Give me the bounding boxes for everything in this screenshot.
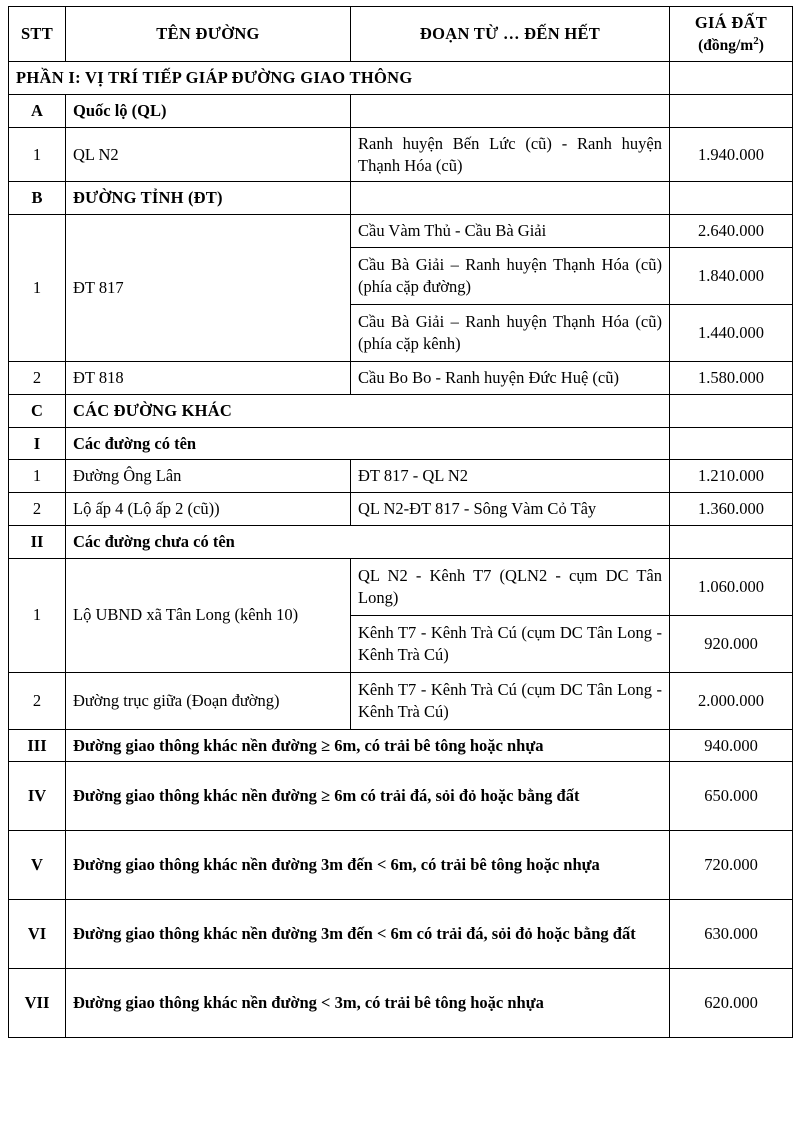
- table-row: [9, 900, 793, 969]
- column-header-segment: ĐOẠN TỪ … ĐẾN HẾT: [351, 7, 670, 62]
- row-duong-truc-giua-price: 2.000.000: [670, 672, 793, 729]
- row-ql-n2-segment: Ranh huyện Bến Lức (cũ) - Ranh huyện Thạnh Hóa (cũ): [351, 127, 670, 182]
- row-ong-lan-name: Đường Ông Lân: [66, 460, 351, 493]
- column-header-street-name: TÊN ĐƯỜNG: [66, 7, 351, 62]
- table-body: [9, 62, 793, 1038]
- row-duong-truc-giua-name: Đường trục giữa (Đoạn đường): [66, 672, 351, 729]
- row-vi-label: Đường giao thông khác nền đường 3m đến < 6m có trải đá, sỏi đỏ hoặc bằng đất: [66, 900, 670, 969]
- row-dt817-price-2: 1.840.000: [670, 247, 793, 304]
- row-lo-ap-4-name: Lộ ấp 4 (Lộ ấp 2 (cũ)): [66, 493, 351, 526]
- section-c-label: CÁC ĐƯỜNG KHÁC: [66, 394, 670, 427]
- row-iv-label: Đường giao thông khác nền đường ≥ 6m có trải đá, sỏi đỏ hoặc bằng đất: [66, 762, 670, 831]
- row-dt818-price: 1.580.000: [670, 361, 793, 394]
- section-c-i-price-blank: [670, 427, 793, 460]
- row-lo-ubnd-price-1: 1.060.000: [670, 558, 793, 615]
- row-dt817-index: 1: [9, 215, 66, 362]
- row-duong-truc-giua-segment: Kênh T7 - Kênh Trà Cú (cụm DC Tân Long - Kênh Trà Cú): [351, 672, 670, 729]
- row-lo-ubnd-segment-1: QL N2 - Kênh T7 (QLN2 - cụm DC Tân Long): [351, 558, 670, 615]
- section-b-index: B: [9, 182, 66, 215]
- section-b-label: ĐƯỜNG TỈNH (ĐT): [66, 182, 351, 215]
- row-lo-ubnd-price-2: 920.000: [670, 615, 793, 672]
- section-b-segment-blank: [351, 182, 670, 215]
- row-dt818-index: 2: [9, 361, 66, 394]
- section-row-c-i: [9, 427, 793, 460]
- row-vii-index: VII: [9, 969, 66, 1038]
- section-row-b: [9, 182, 793, 215]
- row-iv-price: 650.000: [670, 762, 793, 831]
- column-header-price-main: GIÁ ĐẤT: [694, 13, 768, 32]
- row-ong-lan-segment: ĐT 817 - QL N2: [351, 460, 670, 493]
- row-lo-ubnd-segment-2: Kênh T7 - Kênh Trà Cú (cụm DC Tân Long - Kênh Trà Cú): [351, 615, 670, 672]
- section-row-a: [9, 95, 793, 128]
- row-dt818-segment: Cầu Bo Bo - Ranh huyện Đức Huệ (cũ): [351, 361, 670, 394]
- row-dt817-name: ĐT 817: [66, 215, 351, 362]
- row-ql-n2-index: 1: [9, 127, 66, 182]
- table-row: [9, 672, 793, 729]
- row-ql-n2-name: QL N2: [66, 127, 351, 182]
- table-row: [9, 215, 793, 248]
- row-ql-n2-price: 1.940.000: [670, 127, 793, 182]
- row-vi-price: 630.000: [670, 900, 793, 969]
- row-lo-ubnd-name: Lộ UBND xã Tân Long (kênh 10): [66, 558, 351, 672]
- land-price-table: [8, 6, 793, 1038]
- row-lo-ap-4-index: 2: [9, 493, 66, 526]
- part-title: PHẦN I: VỊ TRÍ TIẾP GIÁP ĐƯỜNG GIAO THÔNG: [9, 62, 670, 95]
- row-ong-lan-index: 1: [9, 460, 66, 493]
- table-row: [9, 361, 793, 394]
- section-row-c-ii: [9, 525, 793, 558]
- section-c-i-index: I: [9, 427, 66, 460]
- row-vii-price: 620.000: [670, 969, 793, 1038]
- table-row: [9, 460, 793, 493]
- table-header: [9, 7, 793, 62]
- section-c-index: C: [9, 394, 66, 427]
- row-iii-label: Đường giao thông khác nền đường ≥ 6m, có trải bê tông hoặc nhựa: [66, 729, 670, 762]
- row-dt817-segment-3: Cầu Bà Giải – Ranh huyện Thạnh Hóa (cũ) (phía cặp kênh): [351, 304, 670, 361]
- row-dt817-price-3: 1.440.000: [670, 304, 793, 361]
- column-header-stt: STT: [9, 7, 66, 62]
- row-v-price: 720.000: [670, 831, 793, 900]
- row-vii-label: Đường giao thông khác nền đường < 3m, có trải bê tông hoặc nhựa: [66, 969, 670, 1038]
- row-lo-ubnd-index: 1: [9, 558, 66, 672]
- row-iii-price: 940.000: [670, 729, 793, 762]
- table-row: [9, 969, 793, 1038]
- section-a-segment-blank: [351, 95, 670, 128]
- row-dt818-name: ĐT 818: [66, 361, 351, 394]
- table-row: [9, 762, 793, 831]
- section-a-label: Quốc lộ (QL): [66, 95, 351, 128]
- row-iv-index: IV: [9, 762, 66, 831]
- section-b-price-blank: [670, 182, 793, 215]
- row-dt817-price-1: 2.640.000: [670, 215, 793, 248]
- section-c-i-label: Các đường có tên: [66, 427, 670, 460]
- section-c-price-blank: [670, 394, 793, 427]
- row-dt817-segment-2: Cầu Bà Giải – Ranh huyện Thạnh Hóa (cũ) (phía cặp đường): [351, 247, 670, 304]
- table-row: [9, 729, 793, 762]
- section-a-index: A: [9, 95, 66, 128]
- row-dt817-segment-1: Cầu Vàm Thủ - Cầu Bà Giải: [351, 215, 670, 248]
- row-lo-ap-4-segment: QL N2-ĐT 817 - Sông Vàm Cỏ Tây: [351, 493, 670, 526]
- row-duong-truc-giua-index: 2: [9, 672, 66, 729]
- row-v-label: Đường giao thông khác nền đường 3m đến < 6m, có trải bê tông hoặc nhựa: [66, 831, 670, 900]
- row-v-index: V: [9, 831, 66, 900]
- table-row: [9, 127, 793, 182]
- part-title-row: [9, 62, 793, 95]
- section-row-c: [9, 394, 793, 427]
- table-row: [9, 493, 793, 526]
- column-header-price: [670, 7, 793, 62]
- section-a-price-blank: [670, 95, 793, 128]
- row-lo-ap-4-price: 1.360.000: [670, 493, 793, 526]
- column-header-price-unit: $(đồng/m^2)$: [698, 34, 764, 54]
- section-c-ii-index: II: [9, 525, 66, 558]
- section-c-ii-label: Các đường chưa có tên: [66, 525, 670, 558]
- section-c-ii-price-blank: [670, 525, 793, 558]
- row-vi-index: VI: [9, 900, 66, 969]
- row-ong-lan-price: 1.210.000: [670, 460, 793, 493]
- header-row: [9, 7, 793, 62]
- part-title-price-blank: [670, 62, 793, 95]
- row-iii-index: III: [9, 729, 66, 762]
- table-row: [9, 558, 793, 615]
- table-row: [9, 831, 793, 900]
